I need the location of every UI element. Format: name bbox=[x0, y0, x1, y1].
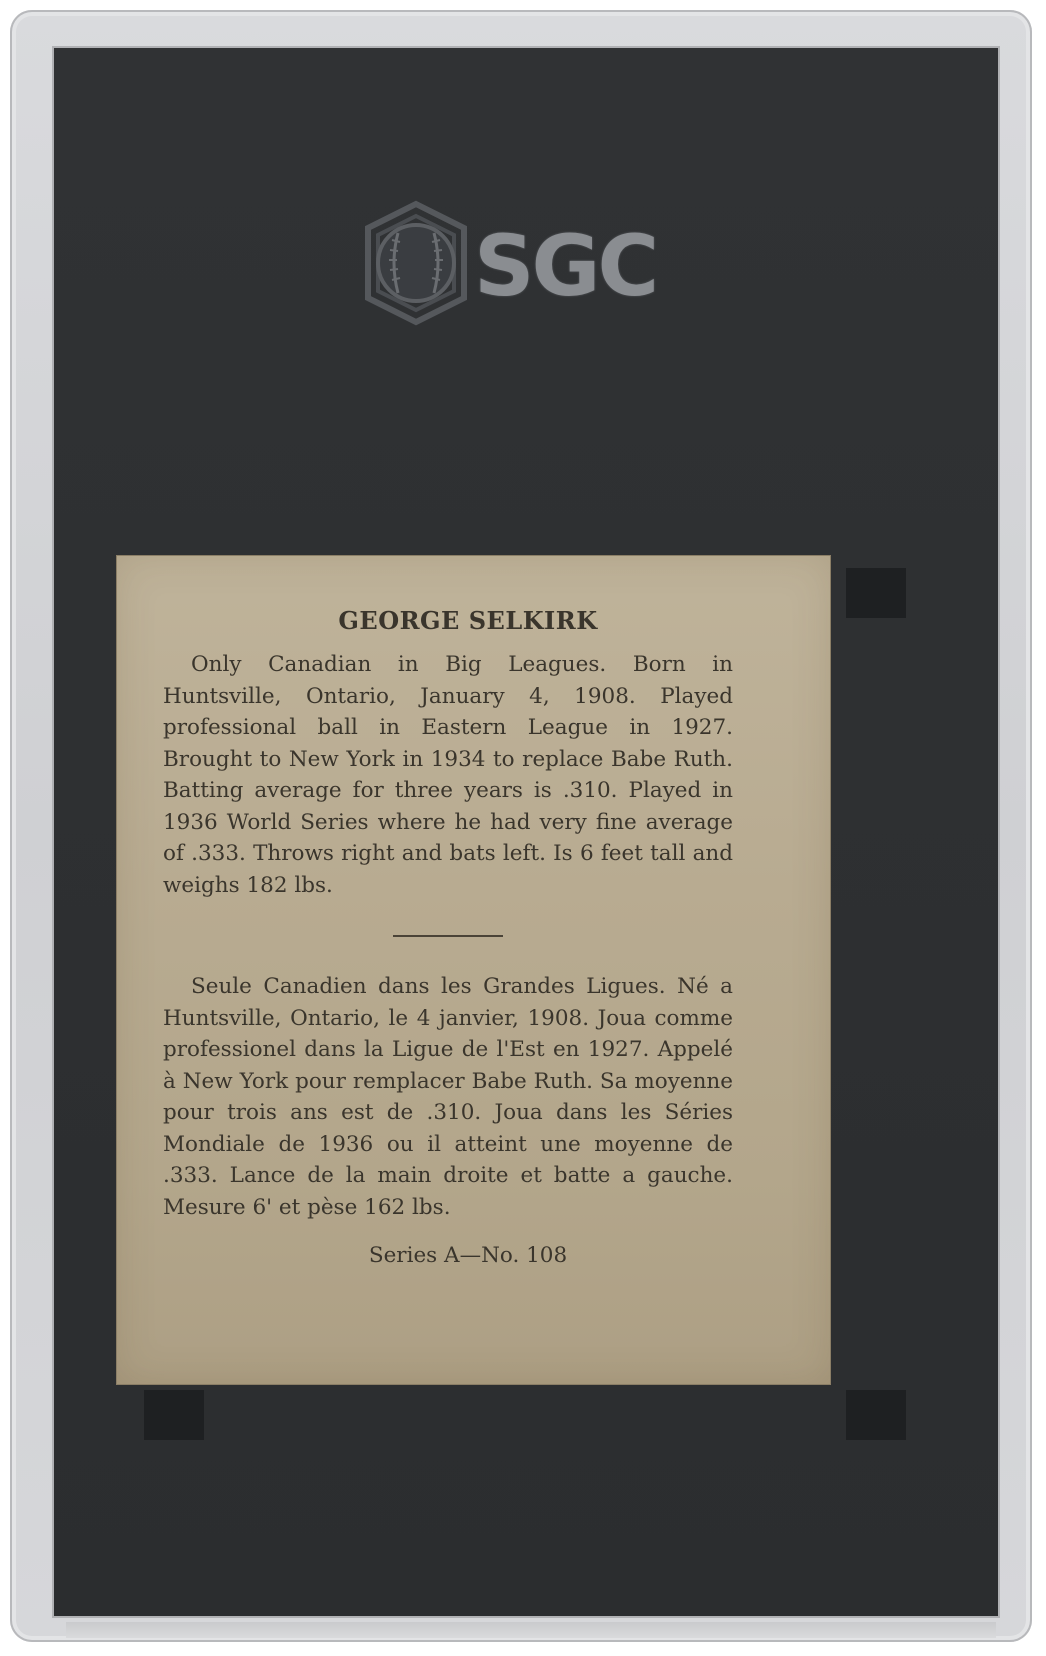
card-french-text: Seule Canadien dans les Grandes Ligues. Né a Huntsville, Ontario, le 4 janvier, 1908. Joua comme professionel dans la Ligue de l'Est en 1927. Appelé à New York pour remplacer Babe Ruth. Sa moyenne pour trois ans est de .310. Joua dans les Séries Mondiale de 1936 ou il atteint une moyenne de .333. Lance de la main droite et batte a gauche. Mesure 6' et pèse 162 lbs. bbox=[163, 974, 733, 1220]
holder-corner-bl bbox=[144, 1390, 204, 1440]
card-english-text: Only Canadian in Big Leagues. Born in Huntsville, Ontario, January 4, 1908. Played professional ball in Eastern League in 1927. Brought to New York in 1934 to replace Babe Ruth. Batting average for three years is .310. Played in 1936 World Series where he had very fine average of .333. Throws right and bats left. Is 6 feet tall and weighs 182 lbs. bbox=[163, 652, 733, 898]
card-series-number: Series A—No. 108 bbox=[368, 1243, 568, 1268]
card-divider bbox=[393, 935, 503, 937]
holder-corner-br bbox=[846, 1390, 906, 1440]
card-title: GEORGE SELKIRK bbox=[338, 606, 598, 635]
card-text-block bbox=[163, 606, 733, 1268]
holder-corner-tr bbox=[846, 568, 906, 618]
baseball-icon bbox=[378, 225, 454, 301]
baseball-card-back bbox=[117, 556, 830, 1384]
slab-bottom-edge bbox=[66, 1622, 996, 1638]
grading-slab bbox=[10, 10, 1032, 1642]
sgc-logo-text: SGC bbox=[474, 217, 657, 315]
sgc-logo bbox=[354, 198, 694, 328]
